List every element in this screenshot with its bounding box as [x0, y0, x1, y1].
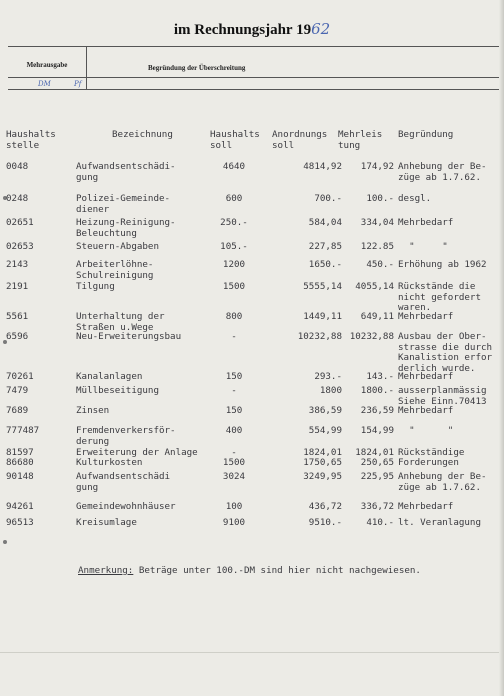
row-soll: 150: [225, 405, 243, 416]
row-bezeichnung: Aufwandsentschädi- gung: [76, 161, 176, 183]
row-anordnungssoll: 700.-: [314, 193, 342, 204]
row-begruendung: desgl.: [398, 193, 432, 204]
footnote-text: Beträge unter 100.-DM sind hier nicht nachgewiesen.: [133, 565, 421, 576]
row-soll: 1500: [222, 457, 246, 468]
row-bezeichnung: Kreisumlage: [76, 517, 137, 528]
page-title: [0, 20, 504, 39]
row-haushaltsstelle: 0048: [6, 161, 29, 172]
row-soll: 800: [225, 311, 243, 322]
row-mehrleistung: 250,65: [360, 457, 394, 468]
row-haushaltsstelle: 777487: [6, 425, 40, 436]
row-begruendung: lt. Veranlagung: [398, 517, 481, 528]
row-haushaltsstelle: 81597: [6, 447, 34, 458]
title-year-handwritten: 62: [311, 20, 331, 38]
row-mehrleistung: 100.-: [366, 193, 394, 204]
row-mehrleistung: 225,95: [360, 471, 394, 482]
col-mehrleistung: Mehrleis tung: [338, 129, 383, 151]
page-edge: [499, 0, 504, 696]
row-haushaltsstelle: 2191: [6, 281, 29, 292]
row-haushaltsstelle: 7479: [6, 385, 29, 396]
col-bezeichnung: Bezeichnung: [112, 129, 173, 140]
row-begruendung: ausserplanmässig Siehe Einn.70413: [398, 385, 487, 407]
row-soll: 4640: [222, 161, 246, 172]
row-mehrleistung: 10232,88: [349, 331, 394, 342]
row-mehrleistung: 336,72: [360, 501, 394, 512]
row-anordnungssoll: 1824,01: [303, 447, 342, 458]
row-haushaltsstelle: 94261: [6, 501, 34, 512]
row-soll: 250.-: [220, 217, 248, 228]
row-begruendung: " ": [398, 241, 448, 252]
row-soll: 3024: [222, 471, 246, 482]
row-haushaltsstelle: 96513: [6, 517, 34, 528]
row-mehrleistung: 1824,01: [355, 447, 394, 458]
row-begruendung: Rückstände die nicht gefordert waren.: [398, 281, 481, 313]
row-mehrleistung: 410.-: [366, 517, 394, 528]
row-anordnungssoll: 386,59: [308, 405, 342, 416]
row-anordnungssoll: 10232,88: [297, 331, 342, 342]
row-bezeichnung: Kulturkosten: [76, 457, 143, 468]
row-mehrleistung: 1800.-: [360, 385, 394, 396]
row-haushaltsstelle: 86680: [6, 457, 34, 468]
row-begruendung: Forderungen: [398, 457, 459, 468]
header-mehrausgabe: Mehrausgabe: [26, 61, 68, 69]
row-anordnungssoll: 584,04: [308, 217, 342, 228]
row-bezeichnung: Fremdenverkersför- derung: [76, 425, 176, 447]
row-mehrleistung: 4055,14: [355, 281, 394, 292]
col-anordnungssoll: Anordnungs soll: [272, 129, 328, 151]
row-bezeichnung: Zinsen: [76, 405, 110, 416]
col-begruendung: Begründung: [398, 129, 454, 140]
row-bezeichnung: Gemeindewohnhäuser: [76, 501, 176, 512]
row-haushaltsstelle: 02651: [6, 217, 34, 228]
row-begruendung: Mehrbedarf: [398, 371, 454, 382]
row-bezeichnung: Arbeiterlöhne- Schulreinigung: [76, 259, 154, 281]
row-soll: 400: [225, 425, 243, 436]
row-mehrleistung: 174,92: [360, 161, 394, 172]
row-soll: 105.-: [220, 241, 248, 252]
row-soll: 600: [225, 193, 243, 204]
row-begruendung: Mehrbedarf: [398, 405, 454, 416]
row-anordnungssoll: 1800: [319, 385, 342, 396]
row-begruendung: Rückständige: [398, 447, 465, 458]
form-header-box: [8, 46, 500, 90]
row-mehrleistung: 122.85: [360, 241, 394, 252]
row-soll: 1500: [222, 281, 246, 292]
row-anordnungssoll: 4814,92: [303, 161, 342, 172]
row-mehrleistung: 154,99: [360, 425, 394, 436]
col-haushaltsstelle: Haushalts stelle: [6, 129, 56, 151]
row-haushaltsstelle: 6596: [6, 331, 29, 342]
row-begruendung: Erhöhung ab 1962: [398, 259, 487, 270]
header-begruendung: Begründung der Überschreitung: [148, 64, 246, 72]
row-haushaltsstelle: 5561: [6, 311, 29, 322]
row-begruendung: Ausbau der Ober- strasse die durch Kanalistion erfor derlich wurde.: [398, 331, 493, 374]
title-prefix: im Rechnungsjahr 19: [173, 22, 312, 38]
row-soll: -: [231, 385, 237, 396]
row-soll: 9100: [222, 517, 246, 528]
row-bezeichnung: Aufwandsentschädi gung: [76, 471, 171, 493]
col-soll: Haushalts soll: [210, 129, 260, 151]
row-begruendung: Mehrbedarf: [398, 501, 454, 512]
row-haushaltsstelle: 7689: [6, 405, 29, 416]
row-soll: 150: [225, 371, 243, 382]
row-mehrleistung: 649,11: [360, 311, 394, 322]
row-begruendung: Mehrbedarf: [398, 217, 454, 228]
row-begruendung: " ": [398, 425, 454, 436]
row-bezeichnung: Unterhaltung der Straßen u.Wege: [76, 311, 165, 333]
row-begruendung: Anhebung der Be- züge ab 1.7.62.: [398, 161, 487, 183]
header-divider: [86, 47, 87, 89]
row-haushaltsstelle: 02653: [6, 241, 34, 252]
row-bezeichnung: Steuern-Abgaben: [76, 241, 159, 252]
row-anordnungssoll: 5555,14: [303, 281, 342, 292]
row-haushaltsstelle: 0248: [6, 193, 29, 204]
row-anordnungssoll: 3249,95: [303, 471, 342, 482]
row-anordnungssoll: 9510.-: [308, 517, 342, 528]
row-soll: -: [231, 447, 237, 458]
row-anordnungssoll: 1449,11: [303, 311, 342, 322]
row-haushaltsstelle: 2143: [6, 259, 29, 270]
row-bezeichnung: Müllbeseitigung: [76, 385, 159, 396]
row-bezeichnung: Heizung-Reinigung- Beleuchtung: [76, 217, 176, 239]
row-anordnungssoll: 1650.-: [308, 259, 342, 270]
row-anordnungssoll: 293.-: [314, 371, 342, 382]
row-bezeichnung: Tilgung: [76, 281, 115, 292]
row-mehrleistung: 236,59: [360, 405, 394, 416]
header-divider: [8, 77, 499, 78]
row-haushaltsstelle: 90148: [6, 471, 34, 482]
pen-mark-dm: DM: [38, 80, 51, 88]
row-anordnungssoll: 227,85: [308, 241, 342, 252]
row-anordnungssoll: 554,99: [308, 425, 342, 436]
pen-mark-pf: Pf: [74, 80, 82, 88]
page-rule: [0, 652, 504, 653]
row-anordnungssoll: 1750,65: [303, 457, 342, 468]
row-soll: 1200: [222, 259, 246, 270]
row-haushaltsstelle: 70261: [6, 371, 34, 382]
punch-hole: [3, 540, 7, 544]
footnote-label: Anmerkung:: [78, 565, 134, 576]
row-soll: -: [231, 331, 237, 342]
row-bezeichnung: Erweiterung der Anlage: [76, 447, 198, 458]
row-mehrleistung: 143.-: [366, 371, 394, 382]
row-anordnungssoll: 436,72: [308, 501, 342, 512]
row-bezeichnung: Kanalanlagen: [76, 371, 143, 382]
row-begruendung: Anhebung der Be- züge ab 1.7.62.: [398, 471, 487, 493]
row-mehrleistung: 334,04: [360, 217, 394, 228]
row-begruendung: Mehrbedarf: [398, 311, 454, 322]
row-bezeichnung: Polizei-Gemeinde- diener: [76, 193, 171, 215]
row-mehrleistung: 450.-: [366, 259, 394, 270]
row-soll: 100: [225, 501, 243, 512]
row-bezeichnung: Neu-Erweiterungsbau: [76, 331, 182, 342]
footnote: [78, 566, 421, 577]
